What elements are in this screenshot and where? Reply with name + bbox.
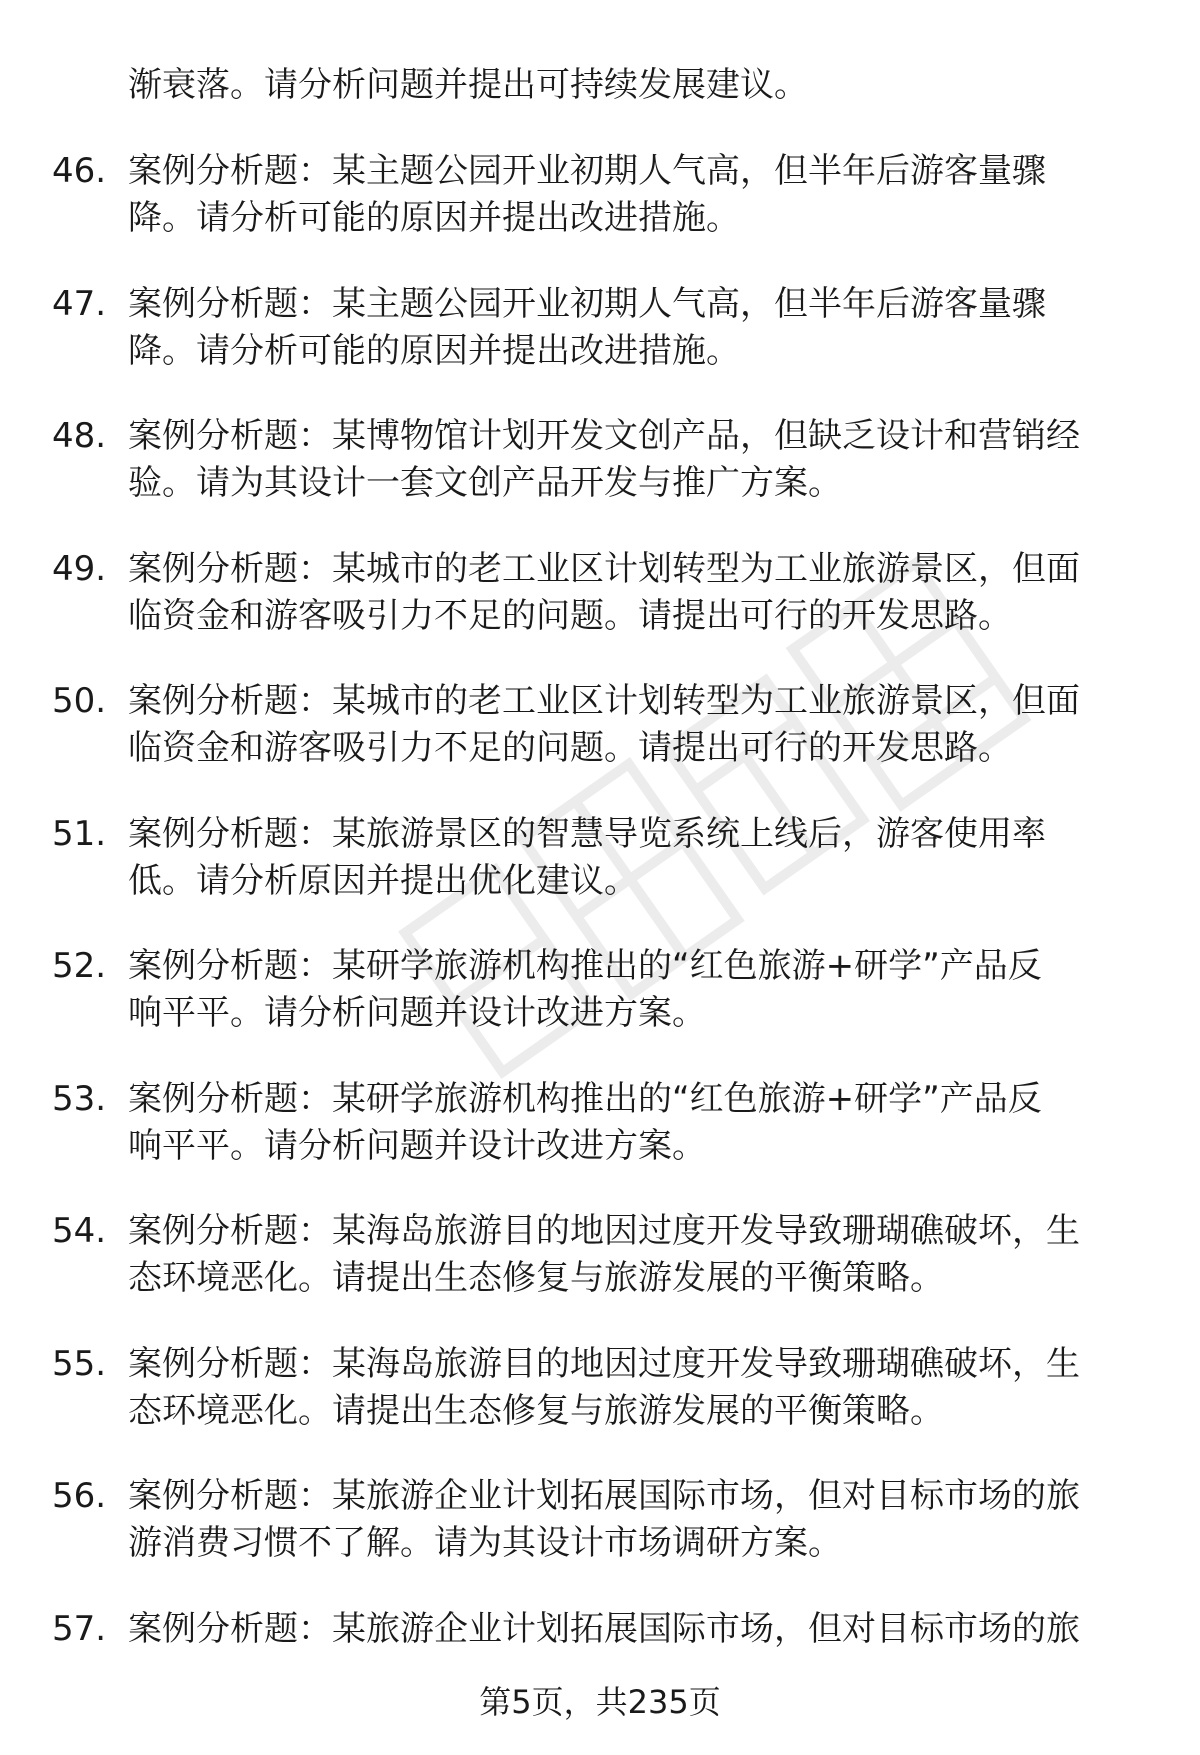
question-text: 案例分析题：某城市的老工业区计划转型为工业旅游景区，但面 临资金和游客吸引力不足的问题。请提出可行的开发思路。 — [128, 681, 1080, 768]
question-item — [0, 811, 1200, 944]
question-text: 案例分析题：某旅游企业计划拓展国际市场，但对目标市场的旅 游消费习惯不了解。请为其设计市场调研方案。 — [128, 1476, 1080, 1563]
question-text: 案例分析题：某研学旅游机构推出的“红色旅游+研学”产品反 响平平。请分析问题并设计改进方案。 — [128, 946, 1042, 1033]
question-list — [0, 148, 1200, 1738]
question-text: 案例分析题：某主题公园开业初期人气高，但半年后游客量骤 降。请分析可能的原因并提出改进措施。 — [128, 151, 1046, 238]
question-item — [0, 1208, 1200, 1341]
question-number: 56. — [52, 1476, 107, 1516]
question-item — [0, 943, 1200, 1076]
question-number: 54. — [52, 1211, 107, 1251]
question-item — [0, 1076, 1200, 1209]
question-number: 53. — [52, 1078, 107, 1119]
question-text: 案例分析题：某旅游景区的智慧导览系统上线后，游客使用率 低。请分析原因并提出优化建议。 — [128, 813, 1046, 901]
question-item — [0, 546, 1200, 679]
page-footer: 第5页，共235页 — [479, 1683, 721, 1721]
question-item — [0, 281, 1200, 414]
question-number: 48. — [52, 416, 107, 456]
question-number: 47. — [52, 283, 107, 324]
question-number: 51. — [52, 813, 107, 854]
question-number: 52. — [52, 946, 107, 986]
question-number: 57. — [52, 1608, 107, 1649]
question-text: 案例分析题：某研学旅游机构推出的“红色旅游+研学”产品反 响平平。请分析问题并设计改进方案。 — [128, 1078, 1042, 1166]
question-item — [0, 413, 1200, 546]
question-number: 46. — [52, 151, 107, 191]
question-text: 案例分析题：某博物馆计划开发文创产品，但缺乏设计和营销经 验。请为其设计一套文创产品开发与推广方案。 — [128, 416, 1080, 503]
question-number: 49. — [52, 548, 107, 589]
question-item — [0, 1341, 1200, 1474]
question-number: 50. — [52, 681, 107, 721]
question-item — [0, 148, 1200, 281]
question-item — [0, 1473, 1200, 1606]
question-text: 案例分析题：某旅游企业计划拓展国际市场，但对目标市场的旅 — [128, 1608, 1080, 1649]
question-text: 案例分析题：某海岛旅游目的地因过度开发导致珊瑚礁破坏，生 态环境恶化。请提出生态修复与旅游发展的平衡策略。 — [128, 1343, 1080, 1431]
question-text: 案例分析题：某主题公园开业初期人气高，但半年后游客量骤 降。请分析可能的原因并提出改进措施。 — [128, 283, 1046, 371]
question-item — [0, 678, 1200, 811]
question-text: 案例分析题：某城市的老工业区计划转型为工业旅游景区，但面 临资金和游客吸引力不足的问题。请提出可行的开发思路。 — [128, 548, 1080, 636]
question-text: 案例分析题：某海岛旅游目的地因过度开发导致珊瑚礁破坏，生 态环境恶化。请提出生态修复与旅游发展的平衡策略。 — [128, 1211, 1080, 1298]
continuation-text: 渐衰落。请分析问题并提出可持续发展建议。 — [128, 65, 808, 105]
question-number: 55. — [52, 1343, 107, 1384]
